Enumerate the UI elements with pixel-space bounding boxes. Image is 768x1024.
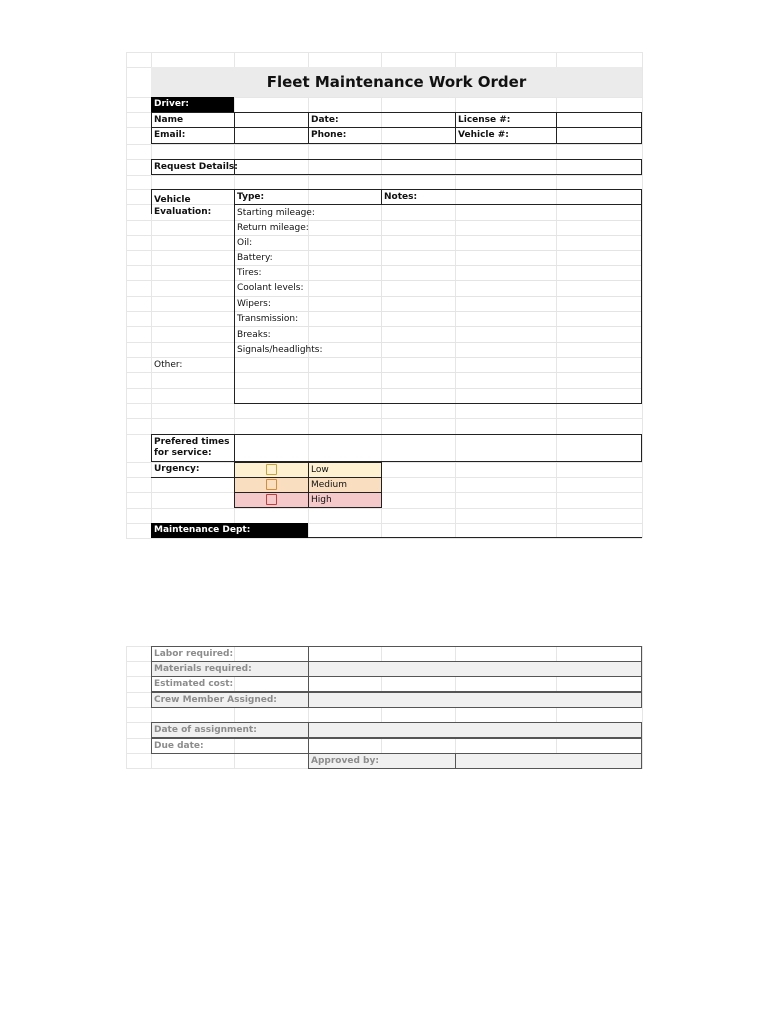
urgency-option-label: Low [311,465,329,475]
maintenance-field[interactable] [309,739,641,753]
maintenance-label: Crew Member Assigned: [154,695,277,705]
evaluation-item-label: Oil: [237,238,253,248]
urgency-option-label: Medium [311,480,347,490]
driver-header: Driver: [151,97,234,112]
vehicle-evaluation-label-1: Vehicle [154,195,191,205]
preferred-times-label-1: Prefered times [154,437,230,447]
approved-by-label: Approved by: [311,756,379,766]
evaluation-item-label: Coolant levels: [237,283,304,293]
page-title: Fleet Maintenance Work Order [151,67,642,97]
type-label: Type: [237,192,265,202]
evaluation-item-label: Transmission: [237,314,299,324]
approved-by-field[interactable] [456,754,641,768]
evaluation-item-label: Return mileage: [237,223,309,233]
maintenance-label: Materials required: [154,664,252,674]
vehicle-evaluation-label-2: Evaluation: [154,207,212,217]
maintenance-dept-header: Maintenance Dept: [151,523,308,538]
phone-label: Phone: [311,130,347,140]
maintenance-label: Labor required: [154,649,234,659]
maintenance-field[interactable] [309,647,641,661]
maintenance-field[interactable] [309,662,641,676]
date-label: Date: [311,115,339,125]
other-label: Other: [154,360,183,370]
maintenance-label: Due date: [154,741,204,751]
urgency-option-label: High [311,495,332,505]
maintenance-field[interactable] [309,723,641,737]
vehicle-label: Vehicle #: [458,130,509,140]
maintenance-label: Estimated cost: [154,679,234,689]
notes-label: Notes: [384,192,418,202]
urgency-label: Urgency: [154,464,200,474]
request-details-label: Request Details: [154,162,238,172]
maintenance-field[interactable] [309,677,641,691]
email-label: Email: [154,130,186,140]
name-label: Name [154,115,184,125]
maintenance-label: Date of assignment: [154,725,257,735]
evaluation-item-label: Tires: [237,268,262,278]
evaluation-item-label: Battery: [237,253,273,263]
maintenance-field[interactable] [309,693,641,707]
evaluation-item-label: Starting mileage: [237,208,315,218]
preferred-times-label-2: for service: [154,448,212,458]
license-label: License #: [458,115,511,125]
evaluation-item-label: Wipers: [237,299,271,309]
evaluation-item-label: Breaks: [237,330,271,340]
evaluation-item-label: Signals/headlights: [237,345,323,355]
